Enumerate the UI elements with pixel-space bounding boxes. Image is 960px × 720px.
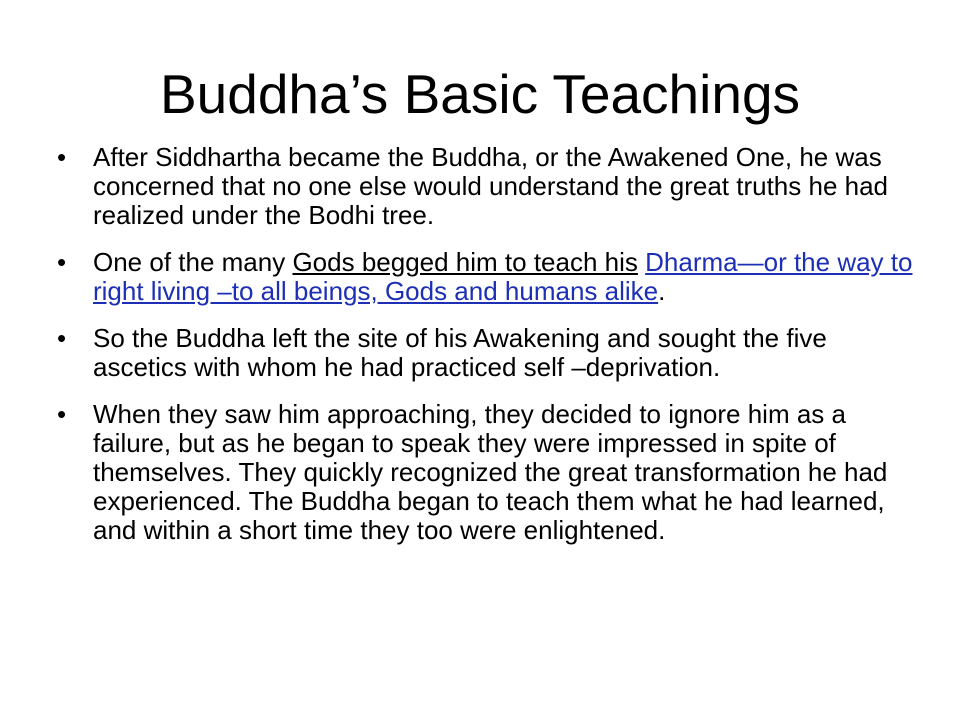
bullet-text: . <box>658 276 666 306</box>
bullet-list <box>57 143 917 563</box>
bullet-icon <box>57 248 93 277</box>
bullet-item <box>57 324 917 382</box>
bullet-text: One of the many <box>93 247 293 277</box>
bullet-text: So the Buddha left the site of his Awakening and sought the five ascetics with whom he had practiced self –deprivation. <box>93 323 827 382</box>
bullet-item <box>57 248 917 306</box>
bullet-text: When they saw him approaching, they decided to ignore him as a failure, but as he began to speak they were impressed in spite of themselves. They quickly recognized the great transformation he had experienced. The Buddha began to teach them what he had learned, and within a short time they too were enlightened. <box>93 399 888 545</box>
bullet-item <box>57 143 917 230</box>
bullet-icon <box>57 143 93 172</box>
bullet-text: After Siddhartha became the Buddha, or the Awakened One, he was concerned that no one else would understand the great truths he had realized under the Bodhi tree. <box>93 142 889 230</box>
bullet-icon <box>57 400 93 429</box>
slide-title: Buddha’s Basic Teachings <box>159 63 801 125</box>
bullet-item <box>57 400 917 545</box>
dharma-link[interactable]: Dharma—or the way to right living –to all beings, Gods and humans alike <box>93 247 913 306</box>
gods-link[interactable]: Gods begged him to teach his <box>292 247 638 277</box>
bullet-icon <box>57 324 93 353</box>
